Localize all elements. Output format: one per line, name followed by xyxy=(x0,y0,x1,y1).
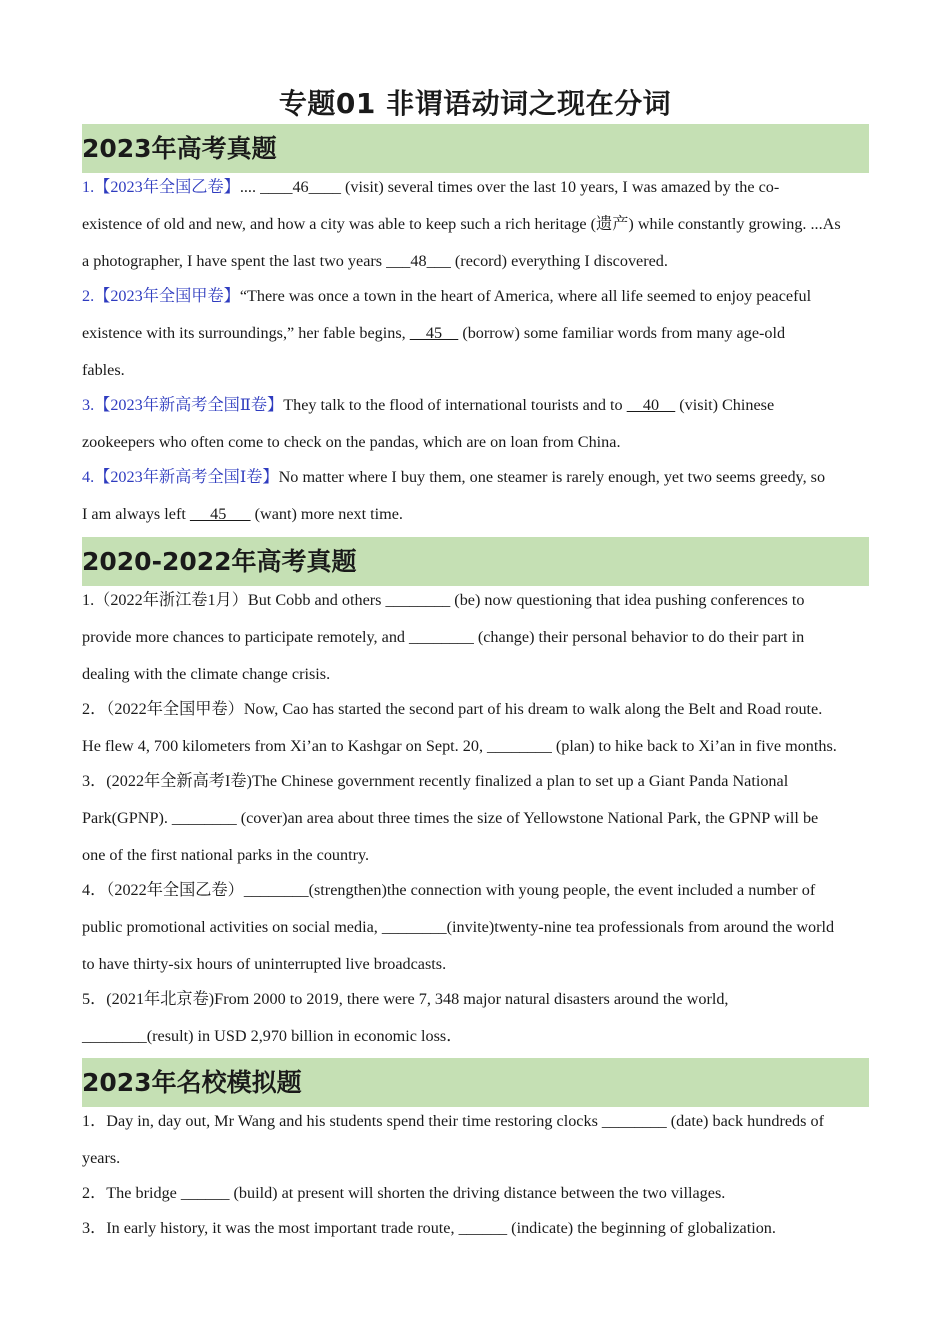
s2-line: 2．（2022年全国甲卷）Now, Cao has started the second part of his dream to walk along the Belt and Road route. xyxy=(82,700,823,718)
question-3-blank: 40 xyxy=(626,396,676,414)
question-2-blank: 45 xyxy=(409,324,459,342)
s2-line: 4．（2022年全国乙卷）________(strengthen)the connection with young people, the event included a number of xyxy=(82,881,816,899)
page-title: 专题01 非谓语动词之现在分词 xyxy=(278,87,672,120)
s2-line: 1.（2022年浙江卷1月）But Cobb and others ________ (be) now questioning that idea pushing conferences to xyxy=(82,591,805,609)
s2-line: Park(GPNP). ________ (cover)an area about three times the size of Yellowstone National Park, the GPNP will be xyxy=(82,809,819,827)
s2-line: 5．(2021年北京卷)From 2000 to 2019, there were 7, 348 major natural disasters around the world, xyxy=(82,990,729,1008)
question-4-blank: 45 xyxy=(189,505,251,523)
s2-line: He flew 4, 700 kilometers from Xi’an to Kashgar on Sept. 20, ________ (plan) to hike back to Xi’an in five months. xyxy=(82,737,837,755)
question-3-source-tag: 3.【2023年新高考全国Ⅱ卷】 xyxy=(82,396,284,414)
s3-line: 1．Day in, day out, Mr Wang and his students spend their time restoring clocks ________ (date) back hundreds of xyxy=(82,1112,824,1130)
question-3-line-1 xyxy=(82,395,872,415)
s3-line: years. xyxy=(82,1149,121,1167)
s2-line: ________(result) in USD 2,970 billion in economic loss． xyxy=(82,1027,463,1045)
section-heading-2023-exam: 2023年高考真题 xyxy=(82,124,869,173)
section-heading-2023-mock: 2023年名校模拟题 xyxy=(82,1058,869,1107)
s2-line: dealing with the climate change crisis. xyxy=(82,665,331,683)
question-1-line-2: existence of old and new, and how a city was able to keep such a rich heritage (遗产) while constantly growing. ...As xyxy=(82,215,841,233)
question-4-text-before-blank: I am always left xyxy=(82,505,190,523)
s2-line: to have thirty-six hours of uninterrupted live broadcasts. xyxy=(82,955,447,973)
question-4-line-2 xyxy=(82,504,872,524)
question-4-line-1 xyxy=(82,467,872,487)
question-3-text-after-blank: (visit) Chinese xyxy=(675,396,775,414)
question-2-source-tag: 2.【2023年全国甲卷】 xyxy=(82,287,240,305)
question-2-line-2 xyxy=(82,323,872,343)
question-3-text-before-blank: They talk to the flood of international tourists and to xyxy=(283,396,627,414)
question-1-line-3: a photographer, I have spent the last two years ___48___ (record) everything I discovered. xyxy=(82,252,668,270)
question-1-text: .... ____46____ (visit) several times over the last 10 years, I was amazed by the co- xyxy=(239,178,780,196)
question-1-line-1 xyxy=(82,177,872,197)
s3-line: 2．The bridge ______ (build) at present will shorten the driving distance between the two villages. xyxy=(82,1184,726,1202)
s2-line: public promotional activities on social media, ________(invite)twenty-nine tea professionals from around the world xyxy=(82,918,835,936)
s2-line: provide more chances to participate remotely, and ________ (change) their personal behavior to do their part in xyxy=(82,628,805,646)
question-2-line-1 xyxy=(82,286,872,306)
question-1-source-tag: 1.【2023年全国乙卷】 xyxy=(82,178,240,196)
question-4-text: No matter where I buy them, one steamer is rarely enough, yet two seems greedy, so xyxy=(278,468,826,486)
question-3-line-2: zookeepers who often come to check on the pandas, which are on loan from China. xyxy=(82,433,621,451)
question-2-text-before-blank: existence with its surroundings,” her fable begins, xyxy=(82,324,410,342)
question-2-text: “There was once a town in the heart of America, where all life seemed to enjoy peaceful xyxy=(239,287,812,305)
question-2-line-3: fables. xyxy=(82,361,125,379)
s2-line: 3．(2022年全新高考I卷)The Chinese government recently finalized a plan to set up a Giant Panda National xyxy=(82,772,789,790)
s2-line: one of the first national parks in the country. xyxy=(82,846,370,864)
question-2-text-after-blank: (borrow) some familiar words from many age-old xyxy=(458,324,786,342)
s3-line: 3．In early history, it was the most important trade route, ______ (indicate) the beginning of globalization. xyxy=(82,1219,776,1237)
question-4-text-after-blank: (want) more next time. xyxy=(250,505,403,523)
section-heading-2020-2022-exam: 2020-2022年高考真题 xyxy=(82,537,869,586)
question-4-source-tag: 4.【2023年新高考全国Ⅰ卷】 xyxy=(82,468,279,486)
